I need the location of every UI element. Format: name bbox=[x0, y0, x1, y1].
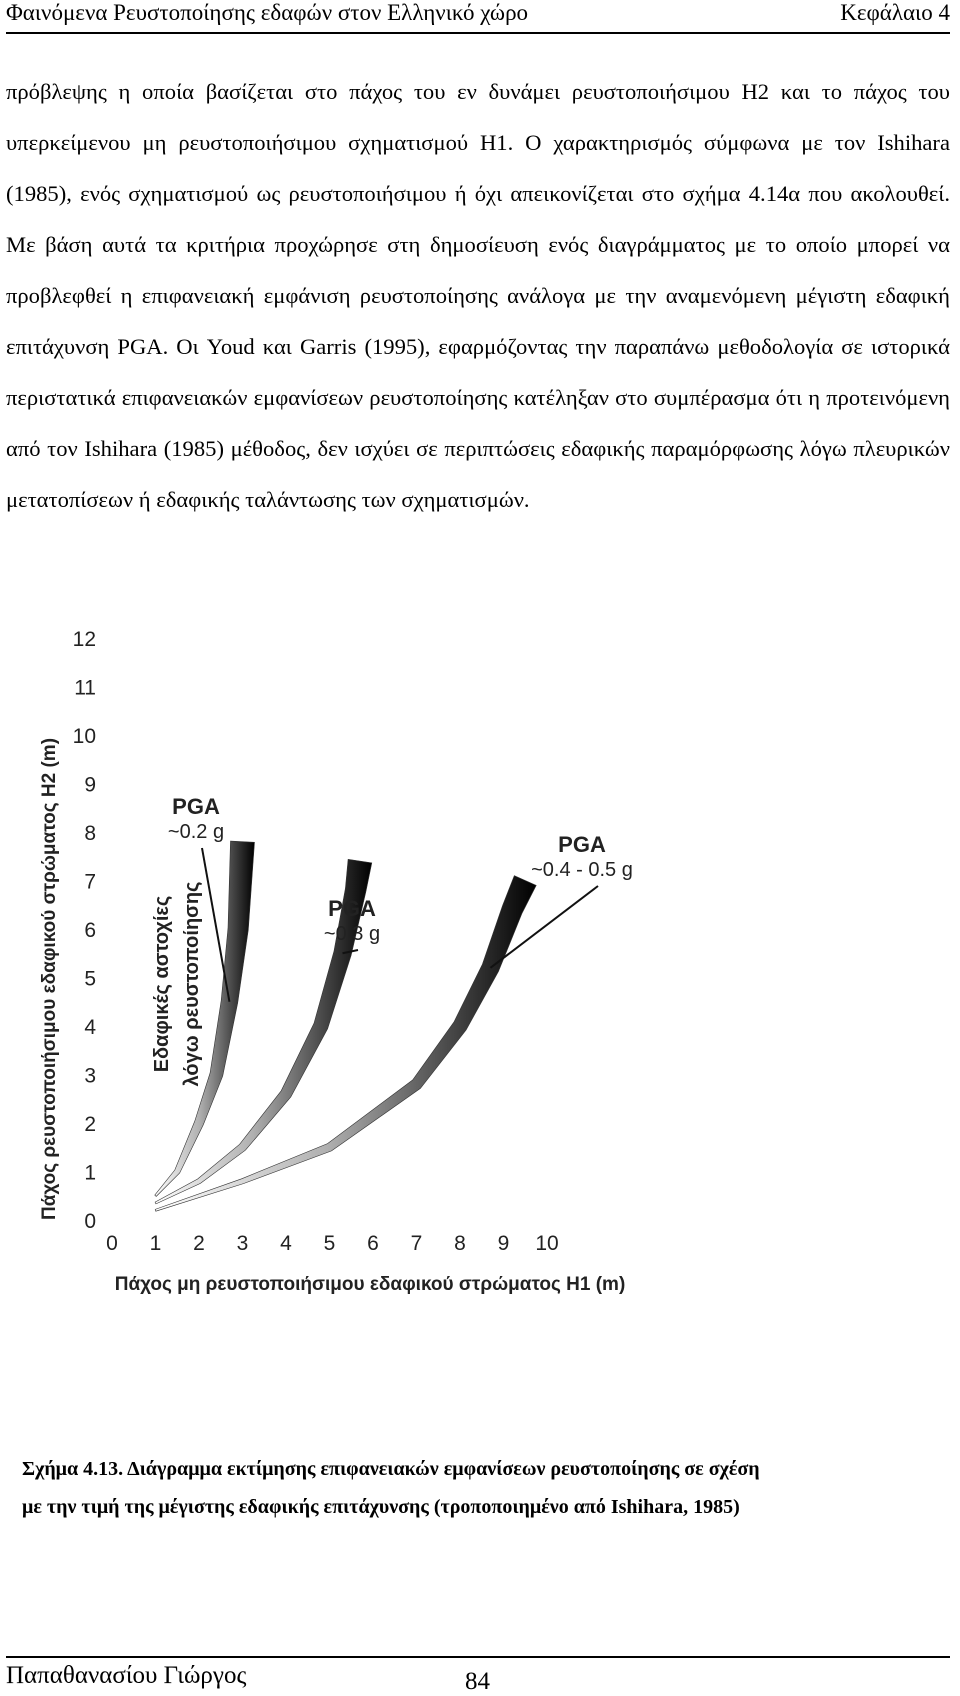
y-tick-label: 3 bbox=[84, 1064, 96, 1088]
chart-background bbox=[20, 654, 660, 1414]
x-tick-label: 0 bbox=[106, 1232, 118, 1255]
x-tick-label: 10 bbox=[535, 1232, 559, 1255]
series-label-title: PGA bbox=[328, 896, 376, 921]
y-tick-label: 5 bbox=[84, 967, 96, 991]
x-axis-title: Πάχος μη ρευστοποιήσιμου εδαφικού στρώματος H1 (m) bbox=[114, 1274, 626, 1295]
x-tick-label: 4 bbox=[280, 1232, 292, 1255]
pga-liquefaction-chart bbox=[20, 628, 660, 1414]
x-tick-label: 2 bbox=[193, 1232, 205, 1255]
x-tick-label: 6 bbox=[367, 1232, 379, 1255]
series-label-value: ~0.3 g bbox=[323, 923, 381, 945]
y-axis-title bbox=[39, 738, 60, 1220]
x-tick-label: 7 bbox=[410, 1232, 423, 1255]
y-tick-label: 11 bbox=[74, 676, 96, 700]
figure-caption bbox=[22, 1450, 902, 1526]
x-tick-label: 8 bbox=[454, 1232, 466, 1255]
region-label-line: λόγω ρευστοποίησης bbox=[181, 881, 203, 1087]
page-number: 84 bbox=[465, 1668, 490, 1695]
x-tick-label: 1 bbox=[149, 1232, 162, 1255]
y-tick-label: 10 bbox=[72, 725, 96, 748]
body-text bbox=[6, 66, 950, 525]
page-header bbox=[6, 0, 950, 34]
y-tick-label: 2 bbox=[84, 1113, 96, 1136]
y-axis-title-text: Πάχος ρευστοποιήσιμου εδαφικού στρώματος H2 (m) bbox=[39, 737, 60, 1221]
footer-rule bbox=[6, 1656, 950, 1658]
y-tick-label: 12 bbox=[72, 628, 96, 651]
footer-author: Παπαθανασίου Γιώργος bbox=[6, 1662, 247, 1689]
series-label-value: ~0.2 g bbox=[167, 821, 225, 843]
body-paragraph: πρόβλεψης η οποία βασίζεται στο πάχος του εν δυνάμει ρευστοποιήσιμου H2 και το πάχος του υπερκείμενου μη ρευστοποιήσιμου σχηματισμού H1. Ο χαρακτηρισμός σύμφωνα με τον Ishihara (1985), ενός σχηματισμού ως ρευστοποιήσιμου ή όχι απεικονίζεται στο σχήμα 4.14α που ακολουθεί. Με βάση αυτά τα κριτήρια προχώρησε στη δημοσίευση ενός διαγράμματος με το οποίο μπορεί να προβλεφθεί η επιφανειακή εμφάνιση ρευστοποίησης ανάλογα με την αναμενόμενη μέγιστη εδαφική επιτάχυνση PGA. Οι Youd και Garris (1995), εφαρμόζοντας την παραπάνω μεθοδολογία σε ιστορικά περιστατικά επιφανειακών εμφανίσεων ρευστοποίησης κατέληξαν στο συμπέρασμα ότι η προτεινόμενη από τον Ishihara (1985) μέθοδος, δεν ισχύει σε περιπτώσεις εδαφικής παραμόρφωσης λόγω πλευρικών μετατοπίσεων ή εδαφικής ταλάντωσης των σχηματισμών. bbox=[6, 79, 950, 512]
series-label-title: PGA bbox=[558, 832, 606, 857]
x-tick-label: 9 bbox=[497, 1232, 510, 1255]
series-label-title: PGA bbox=[172, 794, 220, 819]
y-tick-label: 1 bbox=[84, 1161, 96, 1185]
series-label-value: ~0.4 - 0.5 g bbox=[531, 859, 633, 881]
y-tick-label: 9 bbox=[84, 773, 96, 797]
region-label-line: Εδαφικές αστοχίες bbox=[151, 895, 173, 1073]
x-tick-label: 3 bbox=[236, 1232, 249, 1255]
caption-line-1: Σχήμα 4.13. Διάγραμμα εκτίμησης επιφανειακών εμφανίσεων ρευστοποίησης σε σχέση bbox=[22, 1458, 760, 1480]
y-tick-label: 7 bbox=[84, 870, 96, 894]
y-tick-label: 4 bbox=[84, 1016, 96, 1039]
y-tick-label: 0 bbox=[84, 1210, 96, 1233]
x-tick-label: 5 bbox=[323, 1232, 336, 1255]
caption-line-2: με την τιμή της μέγιστης εδαφικής επιτάχυνσης (τροποποιημένο από Ishihara, 1985) bbox=[22, 1496, 740, 1518]
y-tick-label: 8 bbox=[84, 822, 96, 845]
header-chapter: Κεφάλαιο 4 bbox=[840, 0, 950, 25]
y-tick-label: 6 bbox=[84, 919, 96, 942]
header-title: Φαινόμενα Ρευστοποίησης εδαφών στον Ελληνικό χώρο bbox=[6, 0, 529, 25]
